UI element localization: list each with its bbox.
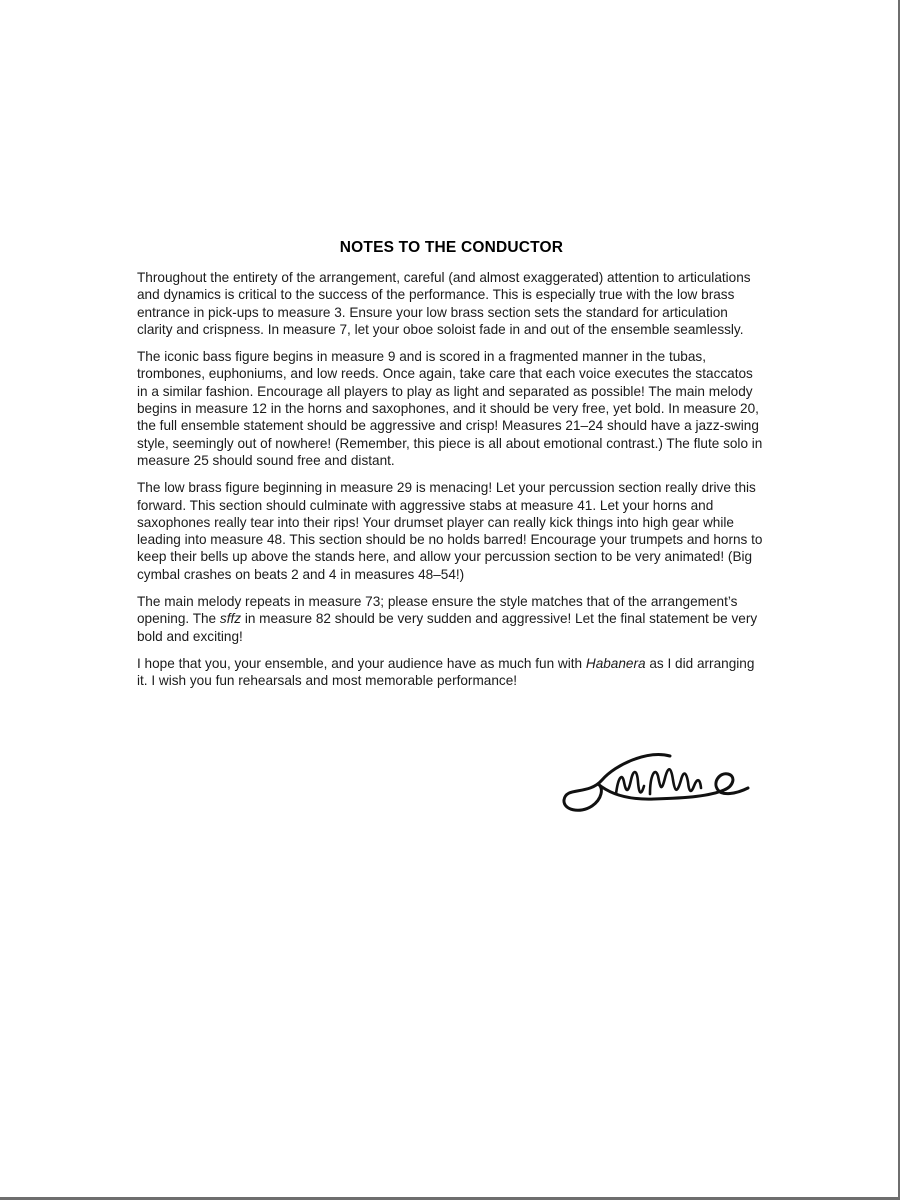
handwritten-signature-icon [558, 742, 758, 822]
paragraph [137, 269, 766, 338]
italic-text-segment: sffz [219, 611, 242, 627]
text-segment: Throughout the entirety of the arrangement, careful (and almost exaggerated) attention to articulations and dynamics is critical to the success of the performance. This is especially true with the low brass entrance in pick-ups to measure 3. Ensure your low brass section sets the standard for articulation clarity and crispness. In measure 7, let your oboe soloist fade in and out of the ensemble seamlessly. [137, 270, 751, 337]
paragraph [137, 348, 766, 469]
text-segment: The iconic bass figure begins in measure 9 and is scored in a fragmented manner in the tubas, trombones, euphoniums, and low reeds. Once again, take care that each voice executes the staccatos in a similar fashion. Encourage all players to play as light and separated as possible! The main melody begins in measure 12 in the horns and saxophones, and it should be very free, yet bold. In measure 20, the full ensemble statement should be aggressive and crisp! Measures 21–24 should have a jazz-swing style, seemingly out of nowhere! (Remember, this piece is all about emotional contrast.) The flute solo in measure 25 should sound free and distant. [137, 349, 763, 468]
paragraph [137, 655, 766, 690]
text-segment: in measure 82 should be very sudden and aggressive! Let the final statement be very bold and exciting! [137, 611, 758, 644]
signature [558, 742, 758, 822]
paragraph [137, 593, 766, 645]
notes-paragraphs [137, 269, 766, 690]
text-segment: The low brass figure beginning in measure 29 is menacing! Let your percussion section really drive this forward. This section should culminate with aggressive stabs at measure 41. Let your horns and saxophones really tear into their rips! Your drumset player can really kick things into high gear while leading into measure 48. This section should be no holds barred! Encourage your trumpets and horns to keep their bells up above the stands here, and allow your percussion section to be very animated! (Big cymbal crashes on beats 2 and 4 in measures 48–54!) [137, 480, 763, 582]
text-segment: I hope that you, your ensemble, and your audience have as much fun with [137, 655, 586, 671]
paragraph [137, 479, 766, 583]
notes-content [137, 239, 766, 700]
italic-text-segment: Habanera [585, 655, 646, 671]
text-segment: as I did arranging it. I wish you fun rehearsals and most memorable performance! [137, 655, 755, 689]
page-title: NOTES TO THE CONDUCTOR [339, 239, 564, 256]
text-segment: The main melody repeats in measure 73; please ensure the style matches that of the arrangement’s opening. The [137, 594, 738, 627]
